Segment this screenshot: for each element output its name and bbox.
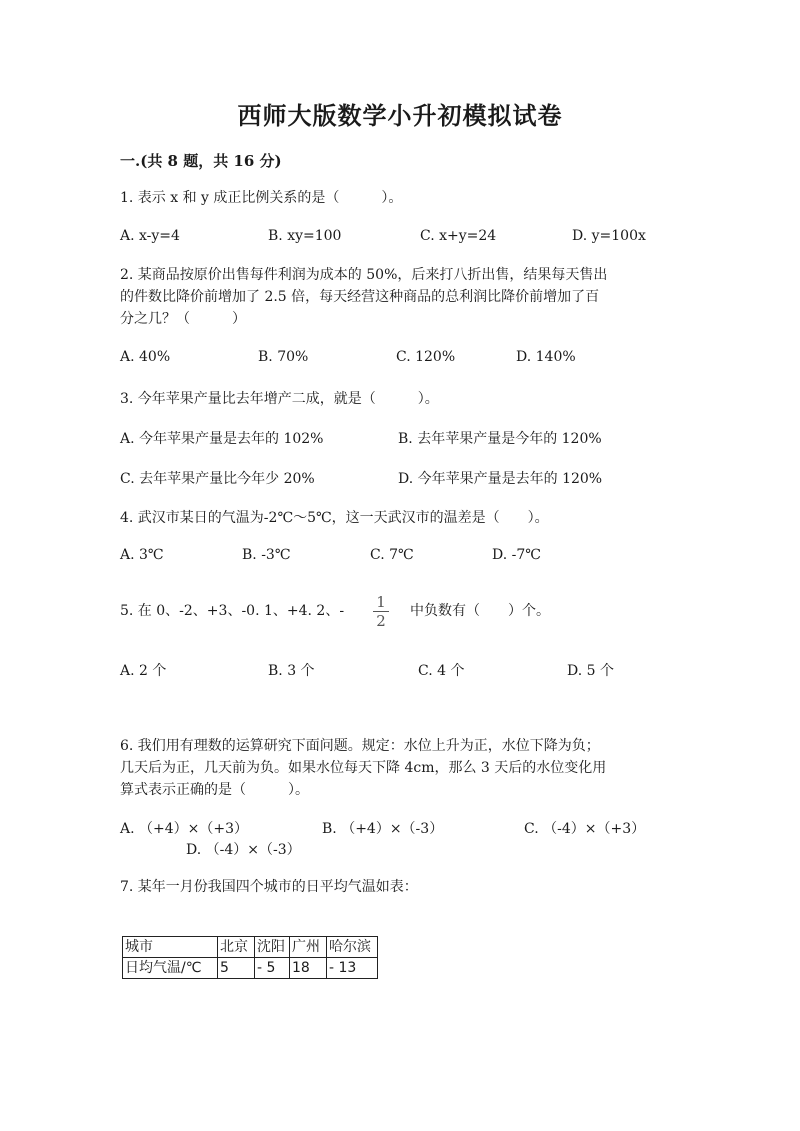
question-6-option-d: D. （-4）×（-3） — [186, 842, 301, 858]
table-cell: - 13 — [327, 958, 378, 979]
question-1-option-c: C. x+y=24 — [420, 228, 497, 244]
question-5-stem: 5. 在 0、-2、+3、-0. 1、+4. 2、- — [120, 603, 345, 619]
question-2-line-2: 的件数比降价前增加了 2.5 倍，每天经营这种商品的总利润比降价前增加了百 — [120, 289, 600, 305]
table-header-cell: 北京 — [218, 937, 255, 958]
question-5-option-a: A. 2 个 — [120, 663, 167, 679]
table-cell: - 5 — [255, 958, 290, 979]
question-2-line-1: 2. 某商品按原价出售每件利润为成本的 50%，后来打八折出售，结果每天售出 — [120, 267, 608, 283]
question-1-option-a: A. x-y=4 — [120, 228, 180, 244]
question-4-option-c: C. 7℃ — [370, 547, 414, 563]
fraction-numerator: 1 — [376, 593, 386, 611]
question-5-option-d: D. 5 个 — [567, 663, 614, 679]
question-6-line-2: 几天后为正，几天前为负。如果水位每天下降 4cm，那么 3 天后的水位变化用 — [120, 760, 607, 776]
question-1-option-b: B. xy=100 — [268, 228, 342, 244]
question-2-option-d: D. 140% — [516, 349, 576, 365]
question-6-option-c: C. （-4）×（+3） — [524, 821, 646, 837]
table-cell: 5 — [218, 958, 255, 979]
question-5-option-c: C. 4 个 — [418, 663, 465, 679]
question-2-option-b: B. 70% — [258, 349, 309, 365]
question-3-option-a: A. 今年苹果产量是去年的 102% — [120, 431, 324, 447]
fraction-one-half — [373, 594, 389, 629]
question-6-option-a: A. （+4）×（+3） — [120, 821, 249, 837]
table-header-row — [123, 937, 378, 958]
question-2-line-3: 分之几？（ ） — [120, 311, 246, 327]
question-4-option-d: D. -7℃ — [492, 547, 541, 563]
table-header-cell: 广州 — [290, 937, 327, 958]
question-4-stem: 4. 武汉市某日的气温为-2℃～5℃，这一天武汉市的温差是（ ）。 — [120, 510, 549, 526]
table-header-cell: 城市 — [123, 937, 218, 958]
question-1-stem: 1. 表示 x 和 y 成正比例关系的是（ ）。 — [120, 190, 403, 206]
question-1-option-d: D. y=100x — [572, 228, 646, 244]
question-6-option-b: B. （+4）×（-3） — [322, 821, 444, 837]
question-3-stem: 3. 今年苹果产量比去年增产二成，就是（ ）。 — [120, 391, 439, 407]
table-header-cell: 沈阳 — [255, 937, 290, 958]
section-heading: 一.(共 8 题，共 16 分) — [120, 152, 282, 170]
table-cell: 日均气温/℃ — [123, 958, 218, 979]
question-7-stem: 7. 某年一月份我国四个城市的日平均气温如表： — [120, 879, 418, 895]
question-2-option-a: A. 40% — [120, 349, 171, 365]
question-3-option-c: C. 去年苹果产量比今年少 20% — [120, 471, 315, 487]
city-temperature-table — [122, 936, 378, 979]
question-5-stem-end: 中负数有（ ）个。 — [410, 603, 550, 619]
question-5-option-b: B. 3 个 — [268, 663, 315, 679]
table-header-cell: 哈尔滨 — [327, 937, 378, 958]
question-4-option-a: A. 3℃ — [120, 547, 164, 563]
question-6-line-3: 算式表示正确的是（ ）。 — [120, 782, 309, 798]
table-row — [123, 958, 378, 979]
fraction-denominator: 2 — [376, 612, 386, 630]
question-2-option-c: C. 120% — [396, 349, 456, 365]
question-3-option-d: D. 今年苹果产量是去年的 120% — [398, 471, 603, 487]
question-6-line-1: 6. 我们用有理数的运算研究下面问题。规定：水位上升为正，水位下降为负； — [120, 738, 600, 754]
question-4-option-b: B. -3℃ — [242, 547, 291, 563]
question-3-option-b: B. 去年苹果产量是今年的 120% — [398, 431, 602, 447]
table-cell: 18 — [290, 958, 327, 979]
page-title: 西师大版数学小升初模拟试卷 — [237, 101, 563, 130]
